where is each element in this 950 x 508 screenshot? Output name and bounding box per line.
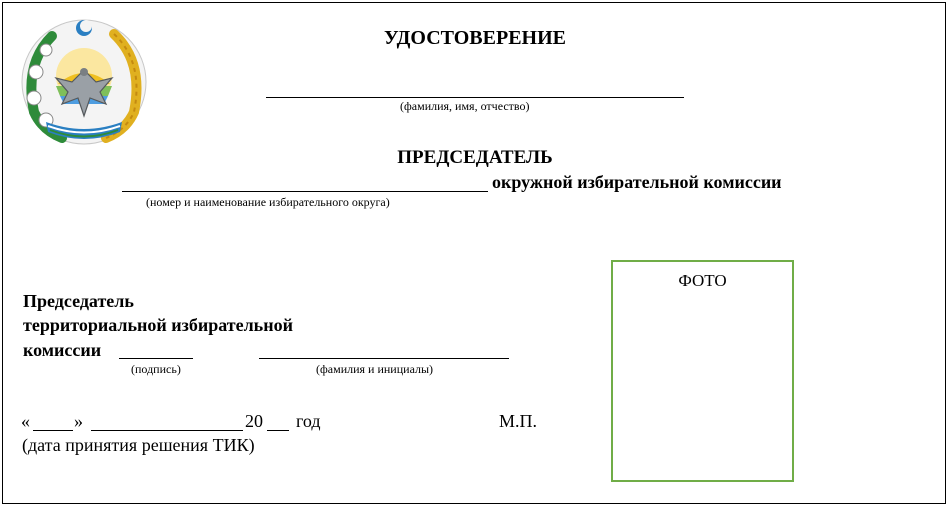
signatory-name-caption: (фамилия и инициалы) xyxy=(316,362,434,376)
date-year-prefix: 20 xyxy=(245,411,263,431)
signatory-name-line xyxy=(259,358,509,359)
date-open-quote: « xyxy=(21,411,30,431)
photo-label: ФОТО xyxy=(678,271,727,290)
signatory-line-1: Председатель xyxy=(23,291,134,311)
date-caption: (дата принятия решения ТИК) xyxy=(22,435,255,455)
signature-caption: (подпись) xyxy=(131,362,181,376)
signatory-line-2: территориальной избирательной xyxy=(23,315,293,335)
commission-text: окружной избирательной комиссии xyxy=(492,172,782,192)
signature-line xyxy=(119,358,193,359)
certificate-title: УДОСТОВЕРЕНИЕ xyxy=(384,27,566,49)
date-year-line xyxy=(267,430,289,431)
date-month-line xyxy=(91,430,243,431)
stamp-label: М.П. xyxy=(499,411,538,431)
date-year-word: год xyxy=(296,411,321,431)
date-day-line xyxy=(33,430,73,431)
date-close-quote: » xyxy=(74,411,83,431)
name-line xyxy=(266,97,684,98)
district-line xyxy=(122,191,488,192)
name-caption: (фамилия, имя, отчество) xyxy=(400,99,530,113)
photo-box xyxy=(611,260,794,482)
district-caption: (номер и наименование избирательного округа) xyxy=(146,195,390,209)
signatory-line-3: комиссии xyxy=(23,340,102,360)
position-title: ПРЕДСЕДАТЕЛЬ xyxy=(397,147,553,168)
